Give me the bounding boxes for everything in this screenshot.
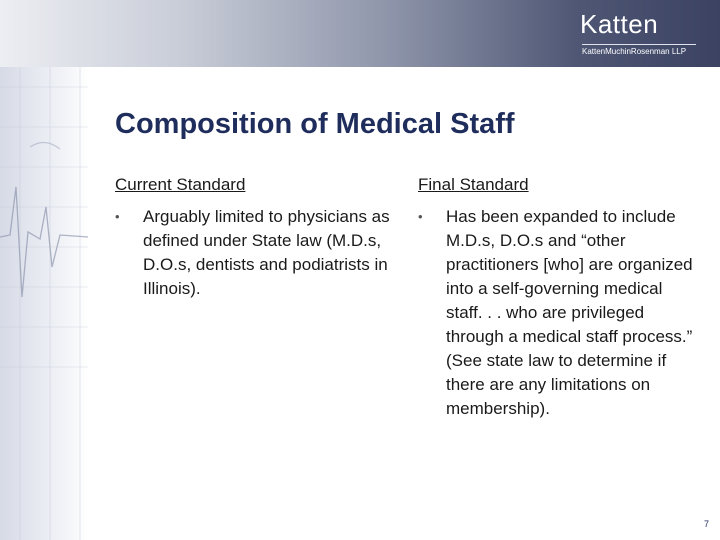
bullet-icon: •: [115, 209, 120, 224]
final-standard-column: [418, 174, 703, 421]
ecg-graph-background: [0, 67, 88, 540]
katten-logo: [580, 8, 696, 56]
current-standard-heading: Current Standard: [115, 175, 246, 194]
slide-title: Composition of Medical Staff: [115, 108, 515, 140]
logo-subtitle: KattenMuchinRosenman LLP: [582, 47, 687, 56]
decorative-ecg-strip: [0, 67, 88, 540]
current-standard-text: Arguably limited to physicians as defined under State law (M.D.s, D.O.s, dentists and podiatrists in Illinois).: [143, 207, 390, 298]
current-standard-column: [115, 174, 400, 301]
final-standard-text: Has been expanded to include M.D.s, D.O.s and “other practitioners [who] are organized into a self-governing medical staff. . . who are privileged through a medical staff process.” (See state law to determine if there are any limitations on membership).: [446, 207, 693, 418]
current-standard-bullet: [115, 205, 400, 301]
logo-divider: [582, 44, 696, 45]
logo-name: Katten: [580, 9, 659, 39]
bullet-icon: •: [418, 209, 423, 224]
final-standard-bullet: [418, 205, 703, 421]
final-standard-heading: Final Standard: [418, 175, 529, 194]
page-number: 7: [704, 519, 710, 529]
